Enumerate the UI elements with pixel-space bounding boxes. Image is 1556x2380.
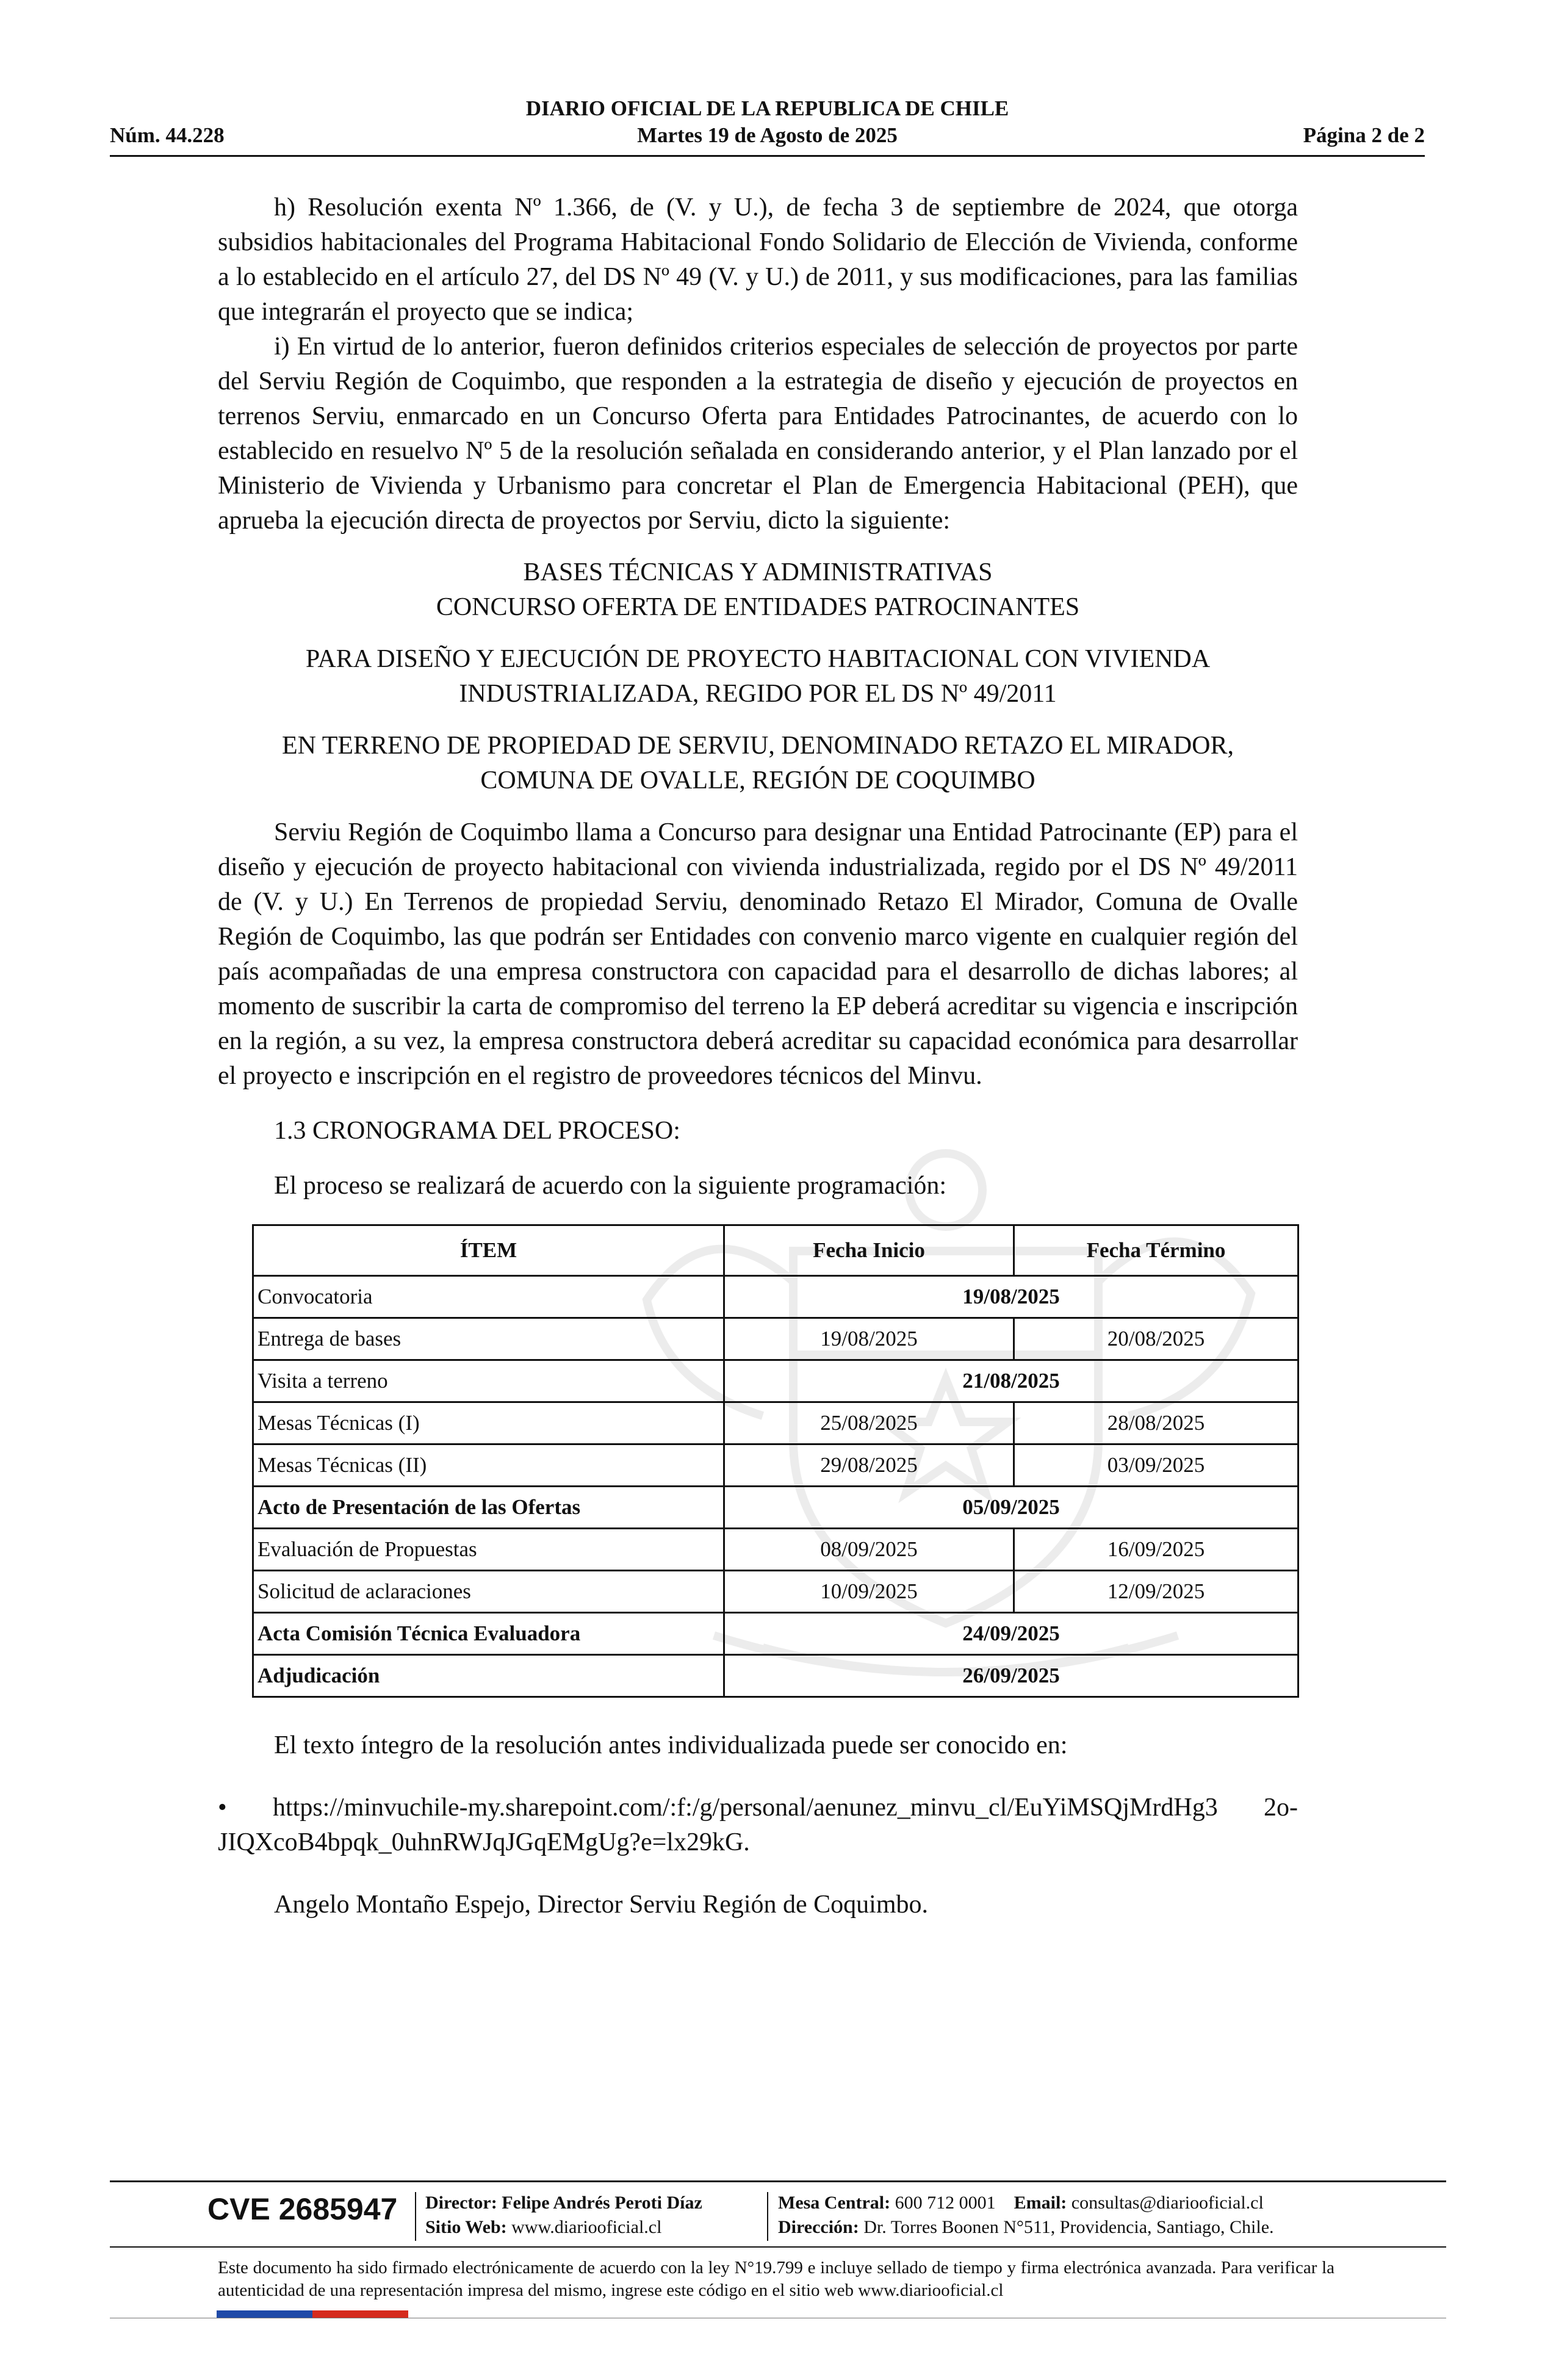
director-label: Director: [425, 2193, 497, 2213]
row-item: Entrega de bases [253, 1318, 724, 1360]
cve-code: CVE 2685947 [207, 2192, 398, 2226]
signature: Angelo Montaño Espejo, Director Serviu Región de Coquimbo. [274, 1891, 929, 1919]
row-item: Evaluación de Propuestas [253, 1529, 724, 1571]
row-date: 05/09/2025 [724, 1487, 1298, 1529]
row-item: Visita a terreno [253, 1360, 724, 1402]
table-row [253, 1402, 1298, 1444]
row-end-date: 16/09/2025 [1014, 1529, 1298, 1571]
table-row [253, 1613, 1298, 1655]
heading-diseno-line2: INDUSTRIALIZADA, REGIDO POR EL DS Nº 49/2011 [459, 680, 1057, 708]
row-start-date: 19/08/2025 [724, 1318, 1014, 1360]
paragraph-h: h) Resolución exenta Nº 1.366, de (V. y U.), de fecha 3 de septiembre de 2024, que otorga subsidios habitacionales del Programa Habitacional Fondo Solidario de Elección de Vivienda, conforme a lo establecido en el artículo 27, del DS Nº 49 (V. y U.) de 2011, y sus modificaciones, para las familias que integrarán el proyecto que se indica; [218, 193, 1298, 326]
heading-terreno-line1: EN TERRENO DE PROPIEDAD DE SERVIU, DENOMINADO RETAZO EL MIRADOR, [281, 732, 1234, 760]
signature-notice: Este documento ha sido firmado electrónicamente de acuerdo con la ley N°19.799 e incluye sellado de tiempo y firma electrónica avanzada. Para verificar la autenticidad de una representación impresa del mismo, ingrese este código en el sitio web www.diariooficial.cl [218, 2258, 1334, 2300]
footer-divider-top [110, 2180, 1446, 2182]
table-row [253, 1276, 1298, 1318]
row-item: Solicitud de aclaraciones [253, 1571, 724, 1613]
page-number: Página 2 de 2 [1303, 123, 1425, 147]
table-row [253, 1318, 1298, 1360]
paragraph-i: i) En virtud de lo anterior, fueron definidos criterios especiales de selección de proyectos por parte del Serviu Región de Coquimbo, que responden a la estrategia de diseño y ejecución de proyectos en terrenos Serviu, enmarcado en un Concurso Oferta para Entidades Patrocinantes, de acuerdo con lo establecido en resuelvo Nº 5 de la resolución señalada en considerando anterior, y el Plan lanzado por el Ministerio de Vivienda y Urbanismo para concretar el Plan de Emergencia Habitacional (PEH), que aprueba la ejecución directa de proyectos por Serviu, dicto la siguiente: [218, 333, 1298, 535]
mesa-phone: 600 712 0001 [895, 2193, 996, 2213]
footer-separator [767, 2192, 768, 2241]
document-body [218, 190, 1298, 1922]
table-row [253, 1529, 1298, 1571]
row-date: 26/09/2025 [724, 1655, 1298, 1697]
publication-title: DIARIO OFICIAL DE LA REPUBLICA DE CHILE [525, 96, 1009, 120]
address-value: Dr. Torres Boonen N°511, Providencia, Santiago, Chile. [863, 2217, 1274, 2237]
issue-number: Núm. 44.228 [110, 123, 225, 147]
footer-director-block [425, 2191, 702, 2240]
row-start-date: 10/09/2025 [724, 1571, 1014, 1613]
resolution-link[interactable]: • https://minvuchile-my.sharepoint.com/:f:/g/personal/aenunez_minvu_cl/EuYiMSQjMrdHg3 2o-JIQXcoB4bpqk_0uhnRWJqJGqEMgUg?e=lx29kG. [218, 1794, 1298, 1856]
row-end-date: 03/09/2025 [1014, 1444, 1298, 1487]
column-header-item: ÍTEM [253, 1225, 724, 1276]
footer-contact-block [778, 2191, 1274, 2240]
row-item: Adjudicación [253, 1655, 724, 1697]
heading-diseno-line1: PARA DISEÑO Y EJECUCIÓN DE PROYECTO HABITACIONAL CON VIVIENDA [305, 645, 1211, 673]
director-name: Felipe Andrés Peroti Díaz [502, 2193, 702, 2213]
schedule-intro: El proceso se realizará de acuerdo con la siguiente programación: [274, 1172, 946, 1200]
web-link[interactable]: www.diariooficial.cl [511, 2217, 662, 2237]
table-row [253, 1444, 1298, 1487]
heading-bases-line1: BASES TÉCNICAS Y ADMINISTRATIVAS [523, 558, 993, 586]
column-header-end: Fecha Término [1014, 1225, 1298, 1276]
row-end-date: 20/08/2025 [1014, 1318, 1298, 1360]
footer-separator [415, 2192, 416, 2241]
table-row [253, 1655, 1298, 1697]
schedule-table [252, 1224, 1299, 1698]
row-end-date: 12/09/2025 [1014, 1571, 1298, 1613]
row-start-date: 25/08/2025 [724, 1402, 1014, 1444]
row-item: Convocatoria [253, 1276, 724, 1318]
address-label: Dirección: [778, 2217, 859, 2237]
email-label: Email: [1014, 2193, 1067, 2213]
table-header-row [253, 1225, 1298, 1276]
footer-divider-middle [110, 2246, 1446, 2248]
row-date: 21/08/2025 [724, 1360, 1298, 1402]
row-item: Acta Comisión Técnica Evaluadora [253, 1613, 724, 1655]
table-row [253, 1360, 1298, 1402]
heading-terreno-line2: COMUNA DE OVALLE, REGIÓN DE COQUIMBO [480, 766, 1036, 795]
column-header-start: Fecha Inicio [724, 1225, 1014, 1276]
row-end-date: 28/08/2025 [1014, 1402, 1298, 1444]
row-item: Mesas Técnicas (I) [253, 1402, 724, 1444]
row-item: Acto de Presentación de las Ofertas [253, 1487, 724, 1529]
mesa-label: Mesa Central: [778, 2193, 891, 2213]
row-date: 19/08/2025 [724, 1276, 1298, 1318]
heading-bases-line2: CONCURSO OFERTA DE ENTIDADES PATROCINANTES [436, 593, 1080, 621]
paragraph-llamado: Serviu Región de Coquimbo llama a Concurso para designar una Entidad Patrocinante (EP) para el diseño y ejecución de proyecto habitacional con vivienda industrializada, regido por el DS Nº 49/2011 de (V. y U.) En Terrenos de propiedad Serviu, denominado Retazo El Mirador, Comuna de Ovalle Región de Coquimbo, las que podrán ser Entidades con convenio marco vigente en cualquier región del país acompañadas de una empresa constructora con capacidad para el desarrollo de dichas labores; al momento de suscribir la carta de compromiso del terreno la EP deberá acreditar su vigencia e inscripción en la región, a su vez, la empresa constructora deberá acreditar su capacidad económica para desarrollar el proyecto e inscripción en el registro de proveedores técnicos del Minvu. [218, 818, 1298, 1090]
web-label: Sitio Web: [425, 2217, 507, 2237]
table-row [253, 1487, 1298, 1529]
row-date: 24/09/2025 [724, 1613, 1298, 1655]
row-start-date: 29/08/2025 [724, 1444, 1014, 1487]
row-item: Mesas Técnicas (II) [253, 1444, 724, 1487]
row-start-date: 08/09/2025 [724, 1529, 1014, 1571]
email-link[interactable]: consultas@diariooficial.cl [1071, 2193, 1264, 2213]
section-heading: 1.3 CRONOGRAMA DEL PROCESO: [274, 1117, 680, 1145]
table-row [253, 1571, 1298, 1613]
header-divider [110, 155, 1425, 157]
issue-date: Martes 19 de Agosto de 2025 [637, 123, 898, 147]
resolution-text-note: El texto íntegro de la resolución antes individualizada puede ser conocido en: [274, 1731, 1068, 1759]
